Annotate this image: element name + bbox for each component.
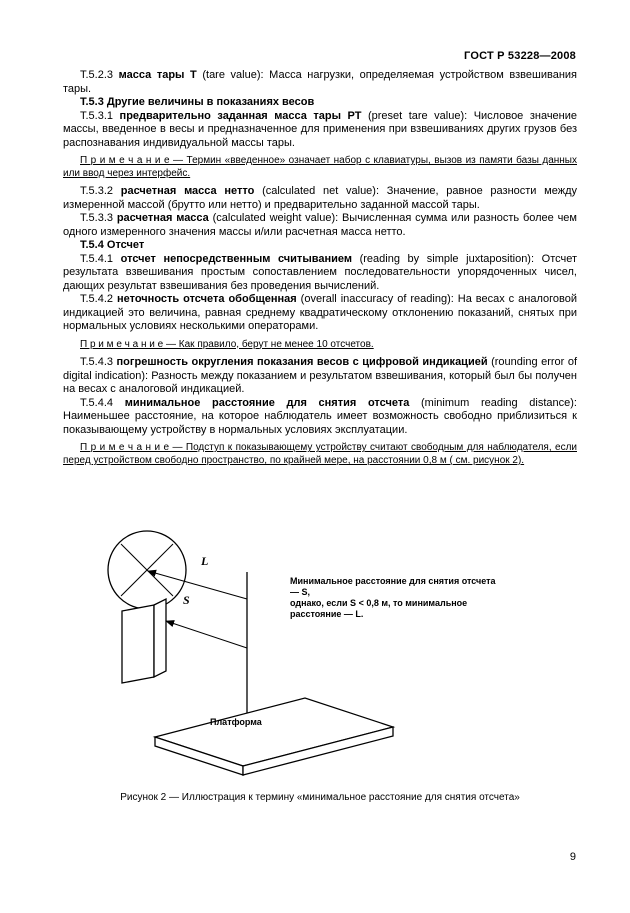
clause-number: Т.5.3.2 xyxy=(80,185,121,198)
note-3: П р и м е ч а н и е — Подступ к показывающему устройству считают свободным для наблюдателя, если перед устройством свободно пространство, по крайней мере, на расстоянии 0,8 м ( см. рисунок 2). xyxy=(63,442,577,466)
platform-label: Платформа xyxy=(210,717,262,727)
figure-annotation-line1: Минимальное расстояние для снятия отсчета — S, xyxy=(290,576,496,597)
clause-t5-2-3 xyxy=(63,69,577,96)
clause-definition: (minimum reading distance): Наименьшее расстояние, на которое наблюдатель имеет возможность свободно приблизиться к показывающему устройству в нормальных условиях эксплуатации. xyxy=(63,396,577,436)
clause-number: Т.5.4.2 xyxy=(80,293,117,306)
figure-annotation-line2: однако, если S < 0,8 м, то минимальное расстояние — L. xyxy=(290,598,468,619)
heading-text: Т.5.4 Отсчет xyxy=(80,239,145,252)
clause-number: Т.5.3.3 xyxy=(80,212,117,225)
heading-text: Т.5.3 Другие величины в показаниях весов xyxy=(80,96,315,108)
observer-body-side xyxy=(154,599,166,677)
figure-caption: Рисунок 2 — Иллюстрация к термину «минимальное расстояние для снятия отсчета» xyxy=(120,792,520,803)
clause-number: Т.5.2.3 xyxy=(80,69,119,81)
clause-definition: (preset tare value): Числовое значение массы, введенное в весы и предназначенное для применения при взвешиваниях других грузов без распознавания индивидуальной массы тары. xyxy=(63,109,578,149)
note-2: П р и м е ч а н и е — Как правило, берут не менее 10 отсчетов. xyxy=(80,338,374,350)
clause-t5-3-2 xyxy=(63,185,577,212)
observer-body-front xyxy=(122,605,154,683)
clause-term: масса тары Т xyxy=(118,69,197,81)
document-header: ГОСТ Р 53228—2008 xyxy=(464,50,576,62)
clause-t5-4-2 xyxy=(63,293,577,334)
clause-number: Т.5.4.4 xyxy=(80,396,125,409)
label-L: L xyxy=(201,554,209,568)
clause-term: предварительно заданная масса тары РТ xyxy=(119,109,362,122)
clause-t5-4-4 xyxy=(63,397,577,438)
clause-definition: (calculated weight value): Вычисленная сумма или разность более чем одного измеренного значения массы и/или расчетная масса нетто. xyxy=(63,212,577,238)
clause-definition: (overall inaccuracy of reading): На весах с аналоговой индикацией это величина, равная среднему квадратическому отклонению показаний, снятых при нормальных условиях несколькими операторами. xyxy=(63,293,577,333)
clause-term: минимальное расстояние для снятия отсчета xyxy=(124,396,410,409)
clause-t5-4-1 xyxy=(63,253,577,294)
figure-annotation xyxy=(290,576,500,620)
clause-term: расчетная масса нетто xyxy=(120,185,255,198)
clause-definition: (tare value): Масса нагрузки, определяемая устройством взвешивания тары. xyxy=(63,69,578,95)
clause-number: Т.5.4.3 xyxy=(80,356,117,369)
clause-t5-4-3 xyxy=(63,356,577,397)
heading-t5-3 xyxy=(63,96,577,110)
clause-number: Т.5.3.1 xyxy=(80,109,120,122)
distance-line-S xyxy=(166,621,247,648)
clause-number: Т.5.4.1 xyxy=(80,252,121,265)
note-1: П р и м е ч а н и е — Термин «введенное» означает набор с клавиатуры, вызов из памяти базы данных или ввод через интерфейс. xyxy=(63,155,577,179)
clause-t5-3-3 xyxy=(63,212,577,239)
clause-term: погрешность округления показания весов с цифровой индикацией xyxy=(116,356,488,369)
clause-term: неточность отсчета обобщенная xyxy=(116,293,297,306)
clause-term: отсчет непосредственным считыванием xyxy=(120,252,352,265)
clause-definition: (calculated net value): Значение, равное разности между измеренной массой (брутто или нетто) и предварительно заданной массой тары. xyxy=(63,185,577,211)
document-content xyxy=(63,69,577,472)
clause-term: расчетная масса xyxy=(116,212,213,225)
heading-t5-4 xyxy=(63,239,577,253)
label-S: S xyxy=(183,593,190,607)
clause-definition: (rounding error of digital indication): Разность между показанием и результатом взвешивания, который был бы получен на весах с аналоговой индикацией. xyxy=(63,356,577,396)
figure-2-drawing xyxy=(60,525,530,785)
page-number: 9 xyxy=(569,851,576,863)
clause-t5-3-1 xyxy=(63,110,577,151)
clause-definition: (reading by simple juxtaposition): Отсчет результата взвешивания простым сопоставлением последовательности упорядоченных чисел, дающих результат взвешивания без проведения вычислений. xyxy=(63,252,578,292)
